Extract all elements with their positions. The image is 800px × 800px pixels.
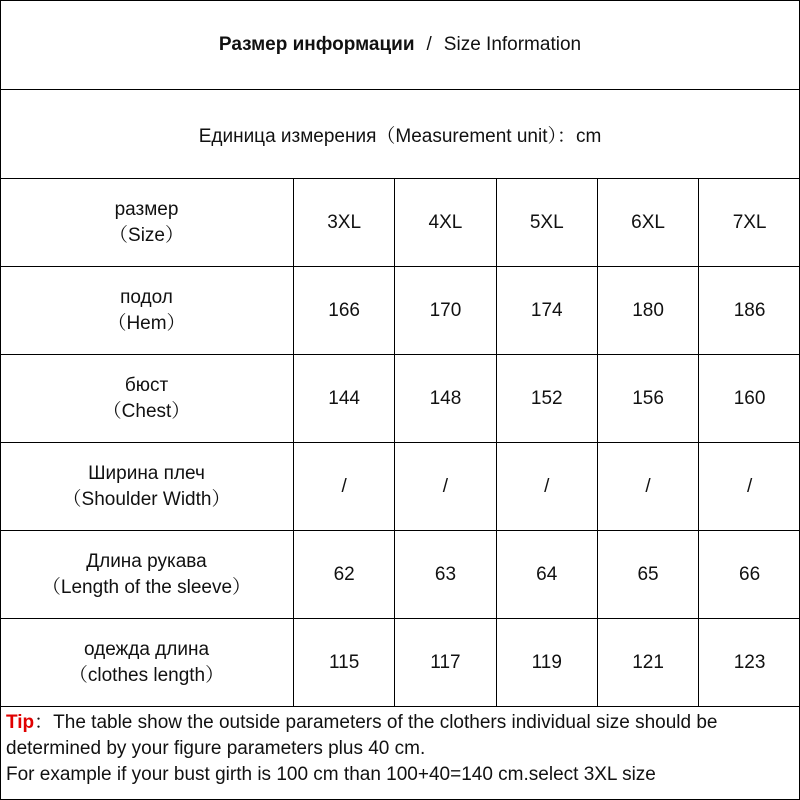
row-label-en: （Hem） — [107, 312, 186, 334]
table-cell: / — [597, 443, 698, 531]
table-cell: 119 — [496, 619, 597, 707]
measurement-unit: Единица измерения（Measurement unit）：cm — [0, 90, 800, 179]
header-label-cell — [0, 179, 294, 267]
table-cell: 121 — [597, 619, 698, 707]
column-header: 5XL — [496, 179, 597, 267]
row-label — [0, 443, 294, 531]
title-ru: Размер информации — [218, 33, 415, 55]
table-cell: 180 — [597, 267, 698, 355]
table-cell: 66 — [699, 531, 800, 619]
table-cell: 166 — [294, 267, 395, 355]
header-label-ru: размер — [114, 198, 179, 220]
column-header: 6XL — [597, 179, 698, 267]
table-header-row — [0, 179, 800, 267]
column-header: 3XL — [294, 179, 395, 267]
row-label-ru: одежда длина — [83, 638, 210, 660]
table-row — [0, 443, 800, 531]
table-cell: 144 — [294, 355, 395, 443]
tip-text-1: ：The table show the outside parameters of the clothers individual size should be — [34, 712, 718, 733]
table-cell: 63 — [395, 531, 496, 619]
tip-line-1 — [6, 710, 796, 736]
table-cell: 156 — [597, 355, 698, 443]
table-row — [0, 355, 800, 443]
table-cell: 148 — [395, 355, 496, 443]
table-cell: 160 — [699, 355, 800, 443]
row-label-en: （Shoulder Width） — [62, 488, 231, 510]
table-cell: 117 — [395, 619, 496, 707]
page-title — [0, 0, 800, 90]
table-cell: / — [496, 443, 597, 531]
table-cell: 170 — [395, 267, 496, 355]
column-header: 7XL — [699, 179, 800, 267]
size-table — [0, 179, 800, 707]
row-label — [0, 531, 294, 619]
title-separator: / — [426, 33, 432, 55]
tip-note — [6, 710, 796, 788]
row-label — [0, 267, 294, 355]
tip-line-2: determined by your figure parameters plus 40 cm. — [6, 738, 426, 759]
table-cell: / — [294, 443, 395, 531]
table-row — [0, 619, 800, 707]
table-cell: 64 — [496, 531, 597, 619]
tip-label: Tip — [6, 712, 35, 733]
row-label-ru: Длина рукава — [86, 550, 207, 572]
table-cell: 174 — [496, 267, 597, 355]
column-header: 4XL — [395, 179, 496, 267]
tip-line-3: For example if your bust girth is 100 cm than 100+40=140 cm.select 3XL size — [6, 764, 656, 785]
row-label-en: （Length of the sleeve） — [41, 576, 252, 598]
row-label-ru: Ширина плеч — [88, 462, 205, 484]
table-cell: / — [699, 443, 800, 531]
table-cell: 62 — [294, 531, 395, 619]
row-label — [0, 355, 294, 443]
table-cell: 123 — [699, 619, 800, 707]
row-label-ru: бюст — [124, 374, 169, 396]
table-cell: 115 — [294, 619, 395, 707]
table-row — [0, 531, 800, 619]
table-cell: 65 — [597, 531, 698, 619]
row-label — [0, 619, 294, 707]
header-label-en: （Size） — [109, 224, 184, 246]
table-cell: 152 — [496, 355, 597, 443]
table-row — [0, 267, 800, 355]
row-label-en: （clothes length） — [68, 664, 225, 686]
row-label-ru: подол — [120, 286, 173, 308]
table-cell: 186 — [699, 267, 800, 355]
table-cell: / — [395, 443, 496, 531]
title-en: Size Information — [443, 33, 582, 55]
row-label-en: （Chest） — [102, 400, 191, 422]
